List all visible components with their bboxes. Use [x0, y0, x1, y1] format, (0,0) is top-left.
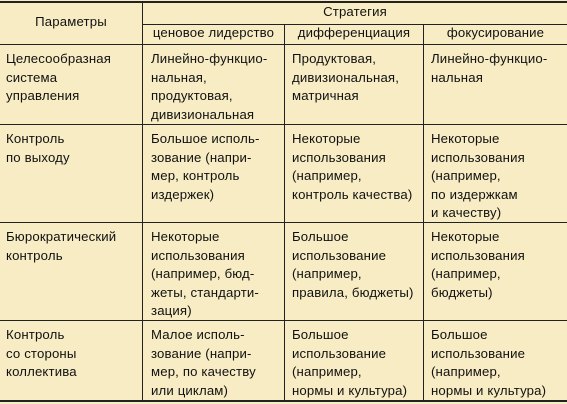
row2-differentiation: Некоторые использования (например, контроль качества) — [292, 131, 413, 202]
row2-cost-leadership: Большое исполь- зование (напри- мер, контроль издержек) — [151, 131, 260, 202]
row4-differentiation: Большое использование (например, нормы и культура) — [292, 327, 408, 398]
column-divider — [284, 25, 285, 400]
param-bureaucratic-control: Бюрократический контроль — [6, 229, 117, 263]
column-divider — [423, 25, 424, 400]
row2-focus: Некоторые использования (например, по издержкам и качеству) — [431, 131, 525, 221]
row1-differentiation: Продуктовая, дивизиональная, матричная — [292, 51, 400, 104]
header-differentiation: дифференциация — [297, 25, 411, 40]
row3-differentiation: Большое использование (например, правила, бюджеты) — [292, 229, 414, 300]
row3-cost-leadership: Некоторые использования (например, бюд- жеты, стандарти- зация) — [151, 229, 259, 319]
row3-focus: Некоторые использования (например, бюджеты) — [431, 229, 525, 300]
param-output-control: Контроль по выходу — [6, 131, 70, 165]
row1-cost-leadership: Линейно-функцио- нальная, продуктовая, дивизиональная — [151, 51, 268, 122]
row4-focus: Большое использование (например, нормы и культура) — [431, 327, 547, 398]
param-management-system: Целесообразная система управления — [6, 51, 112, 104]
header-parameters: Параметры — [35, 14, 107, 29]
header-strategy: Стратегия — [323, 4, 387, 19]
header-cost-leadership: ценовое лидерство — [152, 25, 275, 40]
header-focus: фокусирование — [446, 25, 545, 40]
param-collective-control: Контроль со стороны коллектива — [6, 327, 77, 380]
row4-cost-leadership: Малое исполь- зование (напри- мер, по качеству или циклам) — [151, 327, 256, 398]
row1-focus: Линейно-функцио- нальная — [431, 51, 548, 85]
column-divider — [142, 3, 143, 400]
